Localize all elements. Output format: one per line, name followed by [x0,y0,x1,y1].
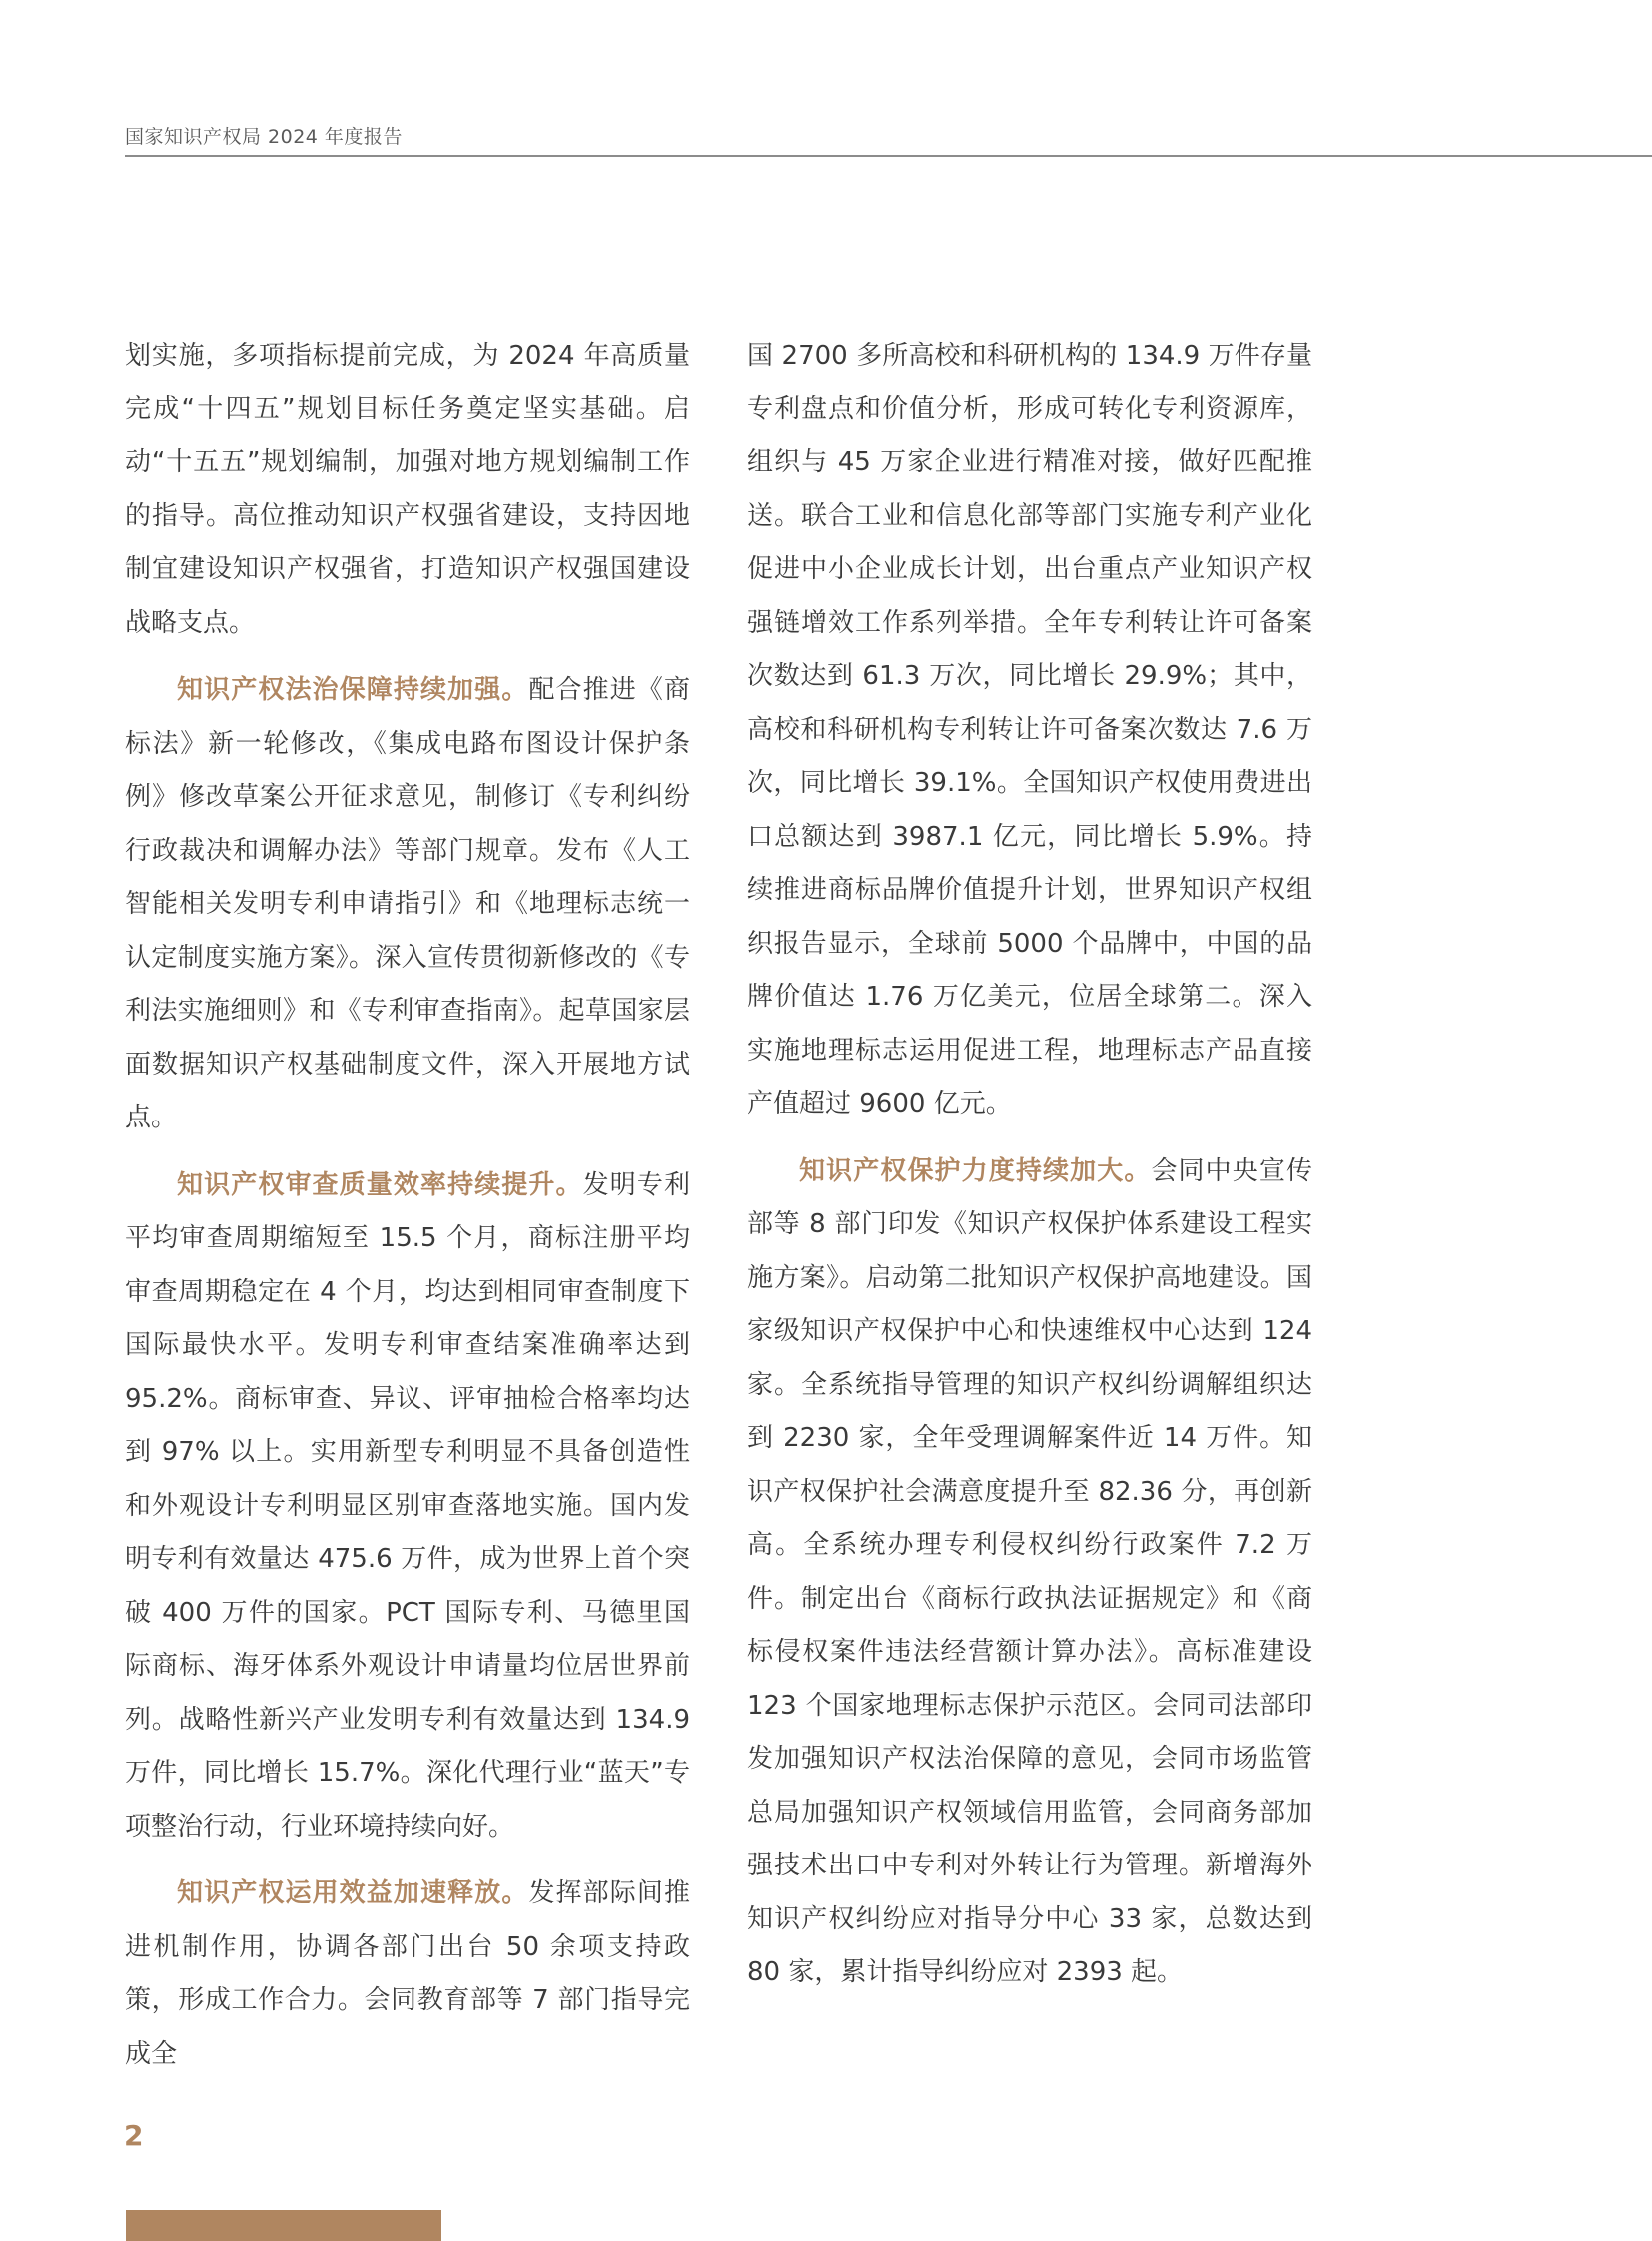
right-column [747,330,1312,2014]
section-lead-protection: 知识产权保护力度持续加大。 [799,1155,1152,1186]
header-divider [125,155,1652,157]
paragraph-utilization [125,1868,690,2081]
section-body-examination: 发明专利平均审查周期缩短至 15.5 个月，商标注册平均审查周期稳定在 4 个月，均达到相同审查制度下国际最快水平。发明专利审查结案准确率达到 95.2%。商标审查、异议、评审抽检合格率均达到 97% 以上。实用新型专利明显不具备创造性和外观设计专利明显区别审查落地实施。国内发明专利有效量达 475.6 万件，成为世界上首个突破 400 万件的国家。PCT 国际专利、马德里国际商标、海牙体系外观设计申请量均位居世界前列。战略性新兴产业发明专利有效量达到 134.9 万件，同比增长 15.7%。深化代理行业“蓝天”专项整治行动，行业环境持续向好。 [125,1169,690,1842]
section-lead-examination: 知识产权审查质量效率持续提升。 [177,1169,583,1200]
section-body-legal: 配合推进《商标法》新一轮修改，《集成电路布图设计保护条例》修改草案公开征求意见，制修订《专利纠纷行政裁决和调解办法》等部门规章。发布《人工智能相关发明专利申请指引》和《地理标志统一认定制度实施方案》。深入宣传贯彻新修改的《专利法实施细则》和《专利审查指南》。起草国家层面数据知识产权基础制度文件，深入开展地方试点。 [125,675,690,1132]
section-lead-utilization: 知识产权运用效益加速释放。 [177,1878,529,1908]
report-header-title: 国家知识产权局 2024 年度报告 [125,126,403,148]
footer-accent-bar [126,2210,441,2241]
paragraph-utilization-continued: 国 2700 多所高校和科研机构的 134.9 万件存量专利盘点和价值分析，形成可转化专利资源库，组织与 45 万家企业进行精准对接，做好匹配推送。联合工业和信息化部等部门实施专利产业化促进中小企业成长计划，出台重点产业知识产权强链增效工作系列举措。全年专利转让许可备案次数达到 61.3 万次，同比增长 29.9%；其中，高校和科研机构专利转让许可备案次数达 7.6 万次，同比增长 39.1%。全国知识产权使用费进出口总额达到 3987.1 亿元，同比增长 5.9%。持续推进商标品牌价值提升计划，世界知识产权组织报告显示，全球前 5000 个品牌中，中国的品牌价值达 1.76 万亿美元，位居全球第二。深入实施地理标志运用促进工程，地理标志产品直接产值超过 9600 亿元。 [747,341,1312,1119]
section-body-protection: 会同中央宣传部等 8 部门印发《知识产权保护体系建设工程实施方案》。启动第二批知识产权保护高地建设。国家级知识产权保护中心和快速维权中心达到 124 家。全系统指导管理的知识产权纠纷调解组织达到 2230 家，全年受理调解案件近 14 万件。知识产权保护社会满意度提升至 82.36 分，再创新高。全系统办理专利侵权纠纷行政案件 7.2 万件。制定出台《商标行政执法证据规定》和《商标侵权案件违法经营额计算办法》。高标准建设 123 个国家地理标志保护示范区。会同司法部印发加强知识产权法治保障的意见，会同市场监管总局加强知识产权领域信用监管，会同商务部加强技术出口中专利对外转让行为管理。新增海外知识产权纠纷应对指导分中心 33 家，总数达到 80 家，累计指导纠纷应对 2393 起。 [747,1155,1312,1987]
section-body-utilization: 发挥部际间推进机制作用，协调各部门出台 50 余项支持政策，形成工作合力。会同教育部等 7 部门指导完成全 [125,1878,690,2069]
left-column [125,330,690,2095]
paragraph-legal-protection [125,664,690,1145]
paragraph-protection [747,1145,1312,2000]
paragraph-examination-quality [125,1159,690,1855]
paragraph-planning: 划实施，多项指标提前完成，为 2024 年高质量完成“十四五”规划目标任务奠定坚实基础。启动“十五五”规划编制，加强对地方规划编制工作的指导。高位推动知识产权强省建设，支持因地制宜建设知识产权强省，打造知识产权强国建设战略支点。 [125,341,690,638]
page-number: 2 [124,2119,144,2152]
section-lead-legal: 知识产权法治保障持续加强。 [177,675,529,705]
